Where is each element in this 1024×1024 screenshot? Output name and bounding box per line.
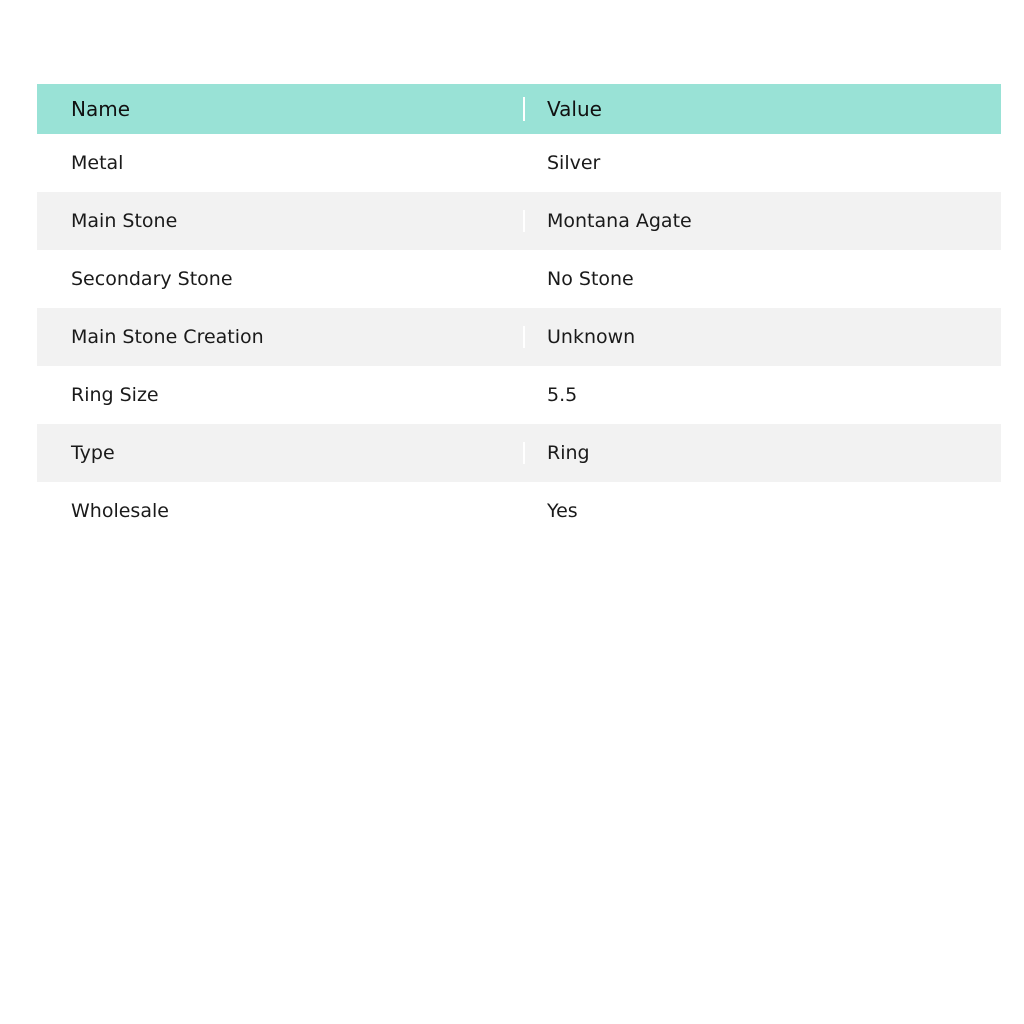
table-header-row	[37, 84, 1001, 134]
row-name-cell: Ring Size	[71, 384, 159, 406]
row-name-cell: Secondary Stone	[71, 268, 233, 290]
header-name: Name	[71, 97, 131, 121]
spec-table	[37, 84, 1001, 540]
row-value-cell: Yes	[523, 500, 1001, 522]
row-value-cell: Unknown	[523, 326, 1001, 348]
row-name-cell: Main Stone	[71, 210, 178, 232]
row-name-cell: Type	[71, 442, 115, 464]
table-row	[37, 482, 1001, 540]
table-row	[37, 250, 1001, 308]
row-name-cell: Metal	[71, 152, 124, 174]
row-value-cell: Ring	[523, 442, 1001, 464]
table-row	[37, 134, 1001, 192]
table-row	[37, 192, 1001, 250]
row-value-cell: Montana Agate	[523, 210, 1001, 232]
row-value-cell: Silver	[523, 152, 1001, 174]
table-row	[37, 308, 1001, 366]
row-name-cell: Main Stone Creation	[71, 326, 264, 348]
row-value-cell: 5.5	[523, 384, 1001, 406]
table-row	[37, 424, 1001, 482]
row-value-cell: No Stone	[523, 268, 1001, 290]
row-name-cell: Wholesale	[71, 500, 169, 522]
table-row	[37, 366, 1001, 424]
header-value: Value	[523, 97, 1001, 121]
